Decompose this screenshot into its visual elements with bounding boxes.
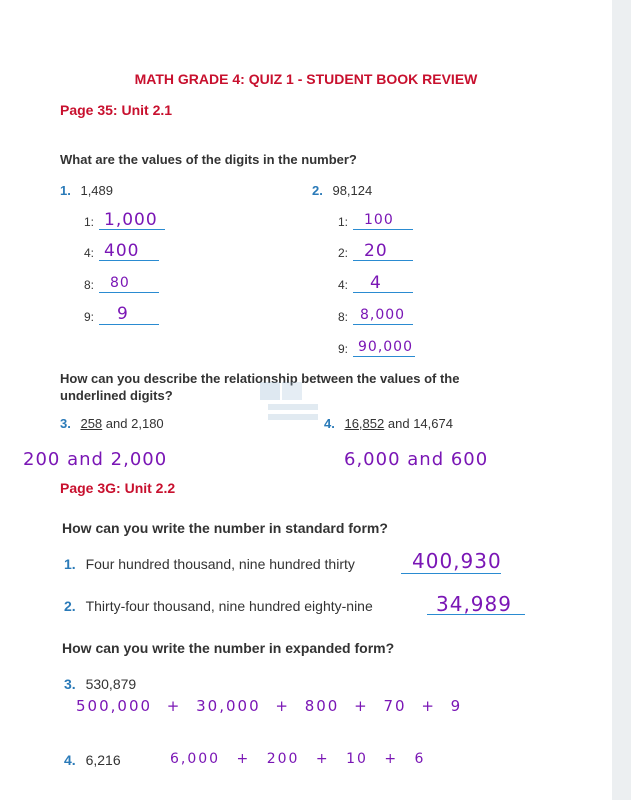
expanded-problem4-number: 4. [64,752,76,768]
p2-row1-line [353,229,413,230]
p1-row4-answer: 9 [117,304,129,324]
expanded-problem3-value: 530,879 [85,676,137,692]
p1-row3-line [99,292,159,293]
expanded-problem3-number: 3. [64,676,76,692]
problem3-answer: 200 and 2,000 [23,449,168,470]
standard-problem1-answer: 400,930 [412,549,502,573]
quiz-title: MATH GRADE 4: QUIZ 1 - STUDENT BOOK REVIEW [134,71,478,87]
p1-row2-label: 4: [84,246,95,260]
p2-row3-line [353,292,413,293]
p1-row2-answer: 400 [104,241,140,261]
problem4-answer: 6,000 and 600 [344,449,489,470]
p1-row3-answer: 80 [110,275,130,291]
expanded-form-problem4 [64,752,121,768]
p1-row1-label: 1: [84,215,95,229]
p2-row4-line [353,324,413,325]
section1-question2-line1: How can you describe the relationship between the values of the [60,371,460,386]
p2-row3-label: 4: [338,278,349,292]
p2-row5-label: 9: [338,342,349,356]
watermark-logo [258,380,328,425]
standard-problem1-text: Four hundred thousand, nine hundred thirty [85,556,355,572]
p2-row1-answer: 100 [364,212,394,228]
expanded-problem4-value: 6,216 [85,752,121,768]
standard-form-problem1 [64,556,355,572]
section2-question2: How can you write the number in expanded form? [62,640,395,656]
section2-heading: Page 3G: Unit 2.2 [60,480,176,496]
p2-row4-label: 8: [338,310,349,324]
standard-problem1-line [401,573,501,574]
problem1-value: 1,489 [80,183,114,198]
problem4-and: and [387,416,410,431]
section1-heading: Page 35: Unit 2.1 [60,102,173,118]
problem4-a: 16,852 [344,416,385,431]
p1-row1-answer: 1,000 [104,210,158,230]
problem3-and: and [105,416,128,431]
section1-question2-line2: underlined digits? [60,388,173,403]
standard-problem2-answer: 34,989 [436,592,512,616]
problem4-b: 14,674 [413,416,453,431]
problem3-number-label: 3. [60,416,71,431]
p1-row4-label: 9: [84,310,95,324]
p2-row4-answer: 8,000 [360,307,406,323]
p1-row4-line [99,324,159,325]
standard-form-problem2 [64,598,373,614]
p2-row1-label: 1: [338,215,349,229]
section1-question: What are the values of the digits in the number? [60,152,357,167]
standard-problem2-text: Thirty-four thousand, nine hundred eighty-nine [85,598,373,614]
standard-problem1-number: 1. [64,556,76,572]
standard-problem2-number: 2. [64,598,76,614]
problem3-b: 2,180 [131,416,164,431]
expanded-problem4-answer: 6,000 + 200 + 10 + 6 [170,751,426,767]
p1-row3-label: 8: [84,278,95,292]
problem4-row [324,416,453,431]
problem4-number-label: 4. [324,416,335,431]
problem1-number-label: 1. [60,183,71,198]
expanded-problem3-answer: 500,000 + 30,000 + 800 + 70 + 9 [76,697,463,715]
problem3-a: 258 [80,416,103,431]
p2-row2-label: 2: [338,246,349,260]
problem3-row [60,416,164,431]
problem1-header [60,183,113,198]
p2-row5-line [353,356,415,357]
problem2-header [312,183,372,198]
expanded-form-problem3 [64,676,136,692]
p2-row5-answer: 90,000 [358,339,413,355]
problem2-number-label: 2. [312,183,323,198]
problem2-value: 98,124 [332,183,373,198]
right-sidebar [612,0,631,800]
p2-row3-answer: 4 [370,273,382,293]
p2-row2-answer: 20 [364,241,388,261]
section2-question1: How can you write the number in standard form? [62,520,388,536]
